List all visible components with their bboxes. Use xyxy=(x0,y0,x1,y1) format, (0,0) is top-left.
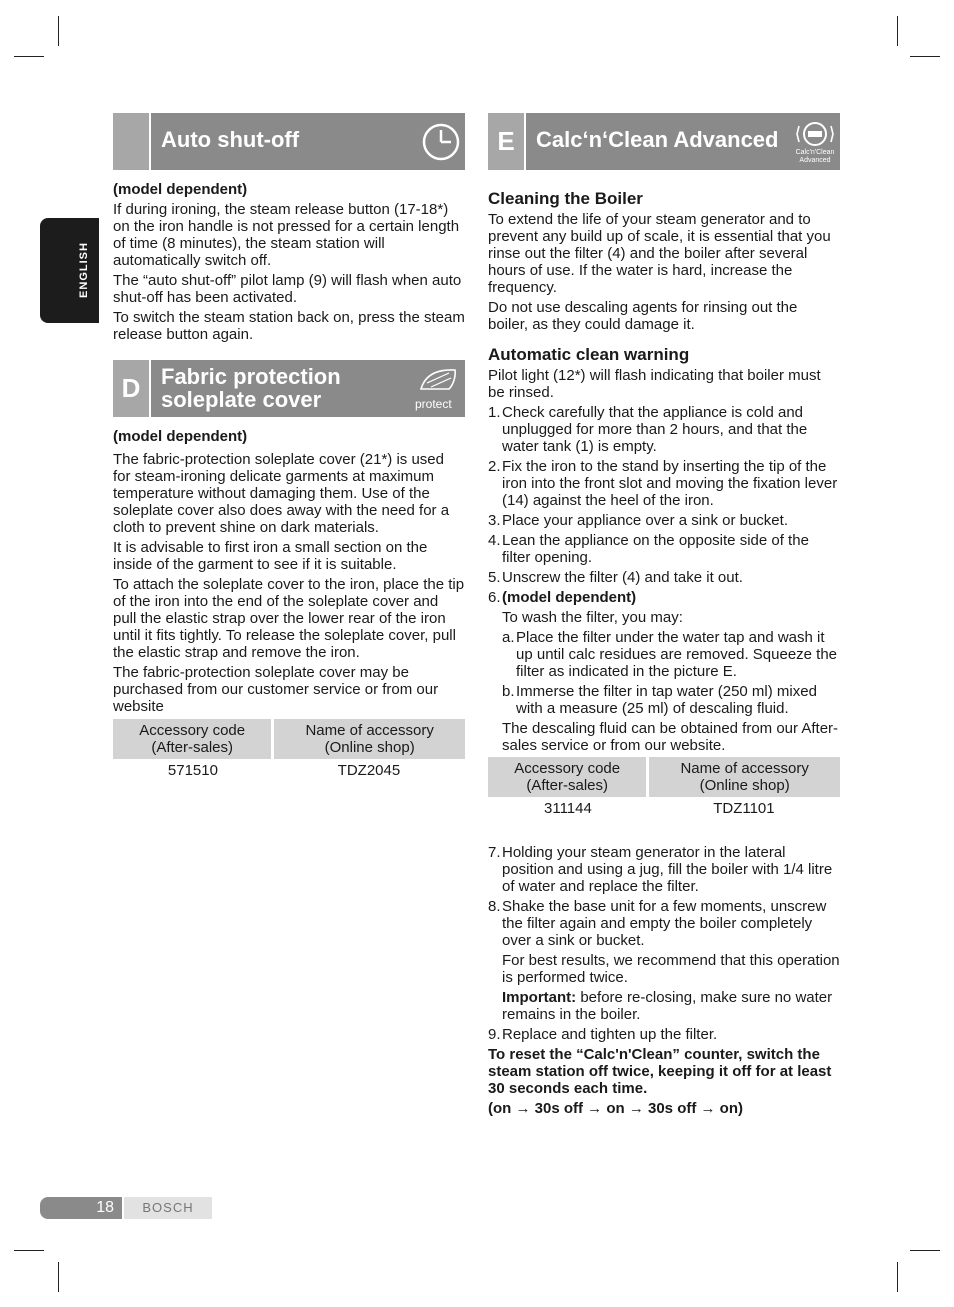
paragraph: To extend the life of your steam generator and to prevent any build up of scale, it is essential that you rinse out the filter (4) and the boiler after several hours of use. If the water is hard, increase the frequency. xyxy=(488,211,831,296)
protect-label: protect xyxy=(415,397,452,411)
left-column xyxy=(113,113,465,782)
right-column xyxy=(488,113,840,1120)
list-subtext: The descaling fluid can be obtained from our After-sales service or from our website. xyxy=(502,720,839,754)
icon-label-line: Calc'n'Clean xyxy=(795,149,835,156)
reset-instruction: To reset the “Calc'n'Clean” counter, switch the steam station off twice, keeping it off for at least 30 seconds each time. xyxy=(488,1046,832,1097)
clock-icon xyxy=(421,122,461,162)
header-divider xyxy=(524,113,526,170)
brand-label: BOSCH xyxy=(124,1197,212,1219)
crop-mark xyxy=(14,56,44,57)
header-line: Name of accessory xyxy=(305,722,434,739)
crop-mark xyxy=(897,16,898,46)
header-divider xyxy=(149,113,151,170)
list-number: 4. xyxy=(488,532,501,549)
table-header xyxy=(273,719,465,759)
icon-label-line: Advanced xyxy=(799,157,831,164)
reset-sequence: (on → 30s off → on → 30s off → on) xyxy=(488,1100,743,1117)
list-number: 2. xyxy=(488,458,501,475)
list-item xyxy=(488,1026,840,1043)
list-item xyxy=(488,569,840,586)
header-line: Accessory code xyxy=(514,760,621,777)
list-item xyxy=(488,512,840,529)
subheading: Automatic clean warning xyxy=(488,345,690,364)
table-header xyxy=(113,719,273,759)
header-line: Name of accessory xyxy=(680,760,809,777)
iron-protect-icon xyxy=(415,365,461,395)
list-item xyxy=(488,404,840,455)
header-line: (After-sales) xyxy=(151,739,234,756)
list-text: Shake the base unit for a few moments, unscrew the filter again and empty the boiler completely over a sink or bucket. xyxy=(502,898,827,949)
list-item xyxy=(488,532,840,566)
crop-mark xyxy=(910,56,940,57)
paragraph: It is advisable to first iron a small section on the inside of the garment to see if it is suitable. xyxy=(113,539,428,573)
list-letter: a. xyxy=(502,629,515,646)
calc-n-clean-icon-label xyxy=(792,149,838,165)
paragraph: To switch the steam station back on, press the steam release button again. xyxy=(113,309,465,343)
language-tab xyxy=(40,218,99,323)
section-letter-block xyxy=(113,113,149,170)
list-item xyxy=(488,844,840,895)
list-text: Place the filter under the water tap and wash it up until calc residues are removed. Squeeze the filter as indicated in the picture E. xyxy=(516,629,838,680)
table-cell: 571510 xyxy=(167,762,218,779)
list-number: 6. xyxy=(488,589,501,606)
calc-n-clean-header xyxy=(488,113,840,170)
list-subtext xyxy=(488,989,840,1023)
title-line-2: soleplate cover xyxy=(161,387,322,412)
table-cell: TDZ2045 xyxy=(337,762,401,779)
list-subtext: To wash the filter, you may: xyxy=(502,609,683,626)
fabric-protection-header xyxy=(113,360,465,417)
list-text: Unscrew the filter (4) and take it out. xyxy=(502,569,743,586)
header-line: (Online shop) xyxy=(324,739,415,756)
auto-shutoff-header xyxy=(113,113,465,170)
paragraph: The “auto shut-off” pilot lamp (9) will flash when auto shut-off has been activated. xyxy=(113,272,462,306)
list-text: Holding your steam generator in the lateral position and using a jug, fill the boiler with 1/4 litre of water and replace the filter. xyxy=(502,844,833,895)
table-row xyxy=(113,759,465,782)
table-header xyxy=(488,757,648,797)
list-text: Fix the iron to the stand by inserting the tip of the iron into the front slot and moving the fixation lever (14) against the heel of the iron. xyxy=(502,458,838,509)
list-number: 3. xyxy=(488,512,501,529)
paragraph: If during ironing, the steam release button (17-18*) on the iron handle is not pressed for a certain length of time (8 minutes), the steam station will automatically switch off. xyxy=(113,201,460,269)
page-number: 18 xyxy=(40,1197,122,1219)
model-note: (model dependent) xyxy=(113,428,248,445)
calc-n-clean-title: Calc‘n‘Clean Advanced xyxy=(536,127,779,152)
paragraph: Pilot light (12*) will flash indicating that boiler must be rinsed. xyxy=(488,367,821,401)
crop-mark xyxy=(58,16,59,46)
subheading: Cleaning the Boiler xyxy=(488,189,643,208)
calc-n-clean-icon xyxy=(794,120,836,148)
crop-mark xyxy=(897,1262,898,1292)
header-line: Accessory code xyxy=(139,722,246,739)
important-label: Important: xyxy=(502,989,577,1006)
list-text: (model dependent) xyxy=(502,589,637,606)
list-number: 5. xyxy=(488,569,501,586)
paragraph: To attach the soleplate cover to the iron, place the tip of the iron into the end of the soleplate cover and pull the elastic strap over the lower rear of the iron until it fits tightly. To release the soleplate cover, pull the elastic strap and remove the iron. xyxy=(113,576,465,661)
list-number: 8. xyxy=(488,898,501,915)
list-text: Check carefully that the appliance is cold and unplugged for more than 2 hours, and that the water tank (1) is empty. xyxy=(502,404,808,455)
list-number: 1. xyxy=(488,404,501,421)
paragraph: The fabric-protection soleplate cover may be purchased from our customer service or from our website xyxy=(113,664,439,715)
fabric-protection-title xyxy=(161,365,341,411)
important-text: before re-closing, make sure no water remains in the boiler. xyxy=(502,989,833,1023)
table-row xyxy=(488,797,840,820)
table-header xyxy=(648,757,840,797)
header-line: (After-sales) xyxy=(526,777,609,794)
list-text: Immerse the filter in tap water (250 ml) mixed with a measure (25 ml) of descaling fluid. xyxy=(516,683,817,717)
section-letter: D xyxy=(113,360,149,417)
table-cell: TDZ1101 xyxy=(713,800,775,817)
list-subtext: For best results, we recommend that this operation is performed twice. xyxy=(502,952,840,986)
title-line-1: Fabric protection xyxy=(161,364,341,389)
crop-mark xyxy=(910,1250,940,1251)
auto-shutoff-title: Auto shut-off xyxy=(161,127,300,152)
table-cell: 311144 xyxy=(544,800,592,817)
paragraph: Do not use descaling agents for rinsing out the boiler, as they could damage it. xyxy=(488,299,798,333)
accessory-table xyxy=(488,757,840,820)
header-divider xyxy=(149,360,151,417)
accessory-table xyxy=(113,719,465,782)
list-item xyxy=(488,458,840,509)
list-item xyxy=(488,589,840,606)
language-label: ENGLISH xyxy=(78,242,90,298)
paragraph: The fabric-protection soleplate cover (21*) is used for steam-ironing delicate garments at maximum temperature without damaging them. Use of the soleplate cover also does away with the need for a cloth to prevent shine on dark materials. xyxy=(113,451,450,536)
list-number: 7. xyxy=(488,844,501,861)
crop-mark xyxy=(58,1262,59,1292)
list-item xyxy=(488,898,840,949)
list-text: Lean the appliance on the opposite side of the filter opening. xyxy=(502,532,809,566)
list-letter: b. xyxy=(502,683,515,700)
list-text: Replace and tighten up the filter. xyxy=(502,1026,718,1043)
sub-list-item xyxy=(488,683,840,717)
section-letter: E xyxy=(488,113,524,170)
header-line: (Online shop) xyxy=(699,777,790,794)
sub-list-item xyxy=(488,629,840,680)
crop-mark xyxy=(14,1250,44,1251)
list-number: 9. xyxy=(488,1026,501,1043)
list-text: Place your appliance over a sink or bucket. xyxy=(502,512,788,529)
model-note: (model dependent) xyxy=(113,181,248,198)
